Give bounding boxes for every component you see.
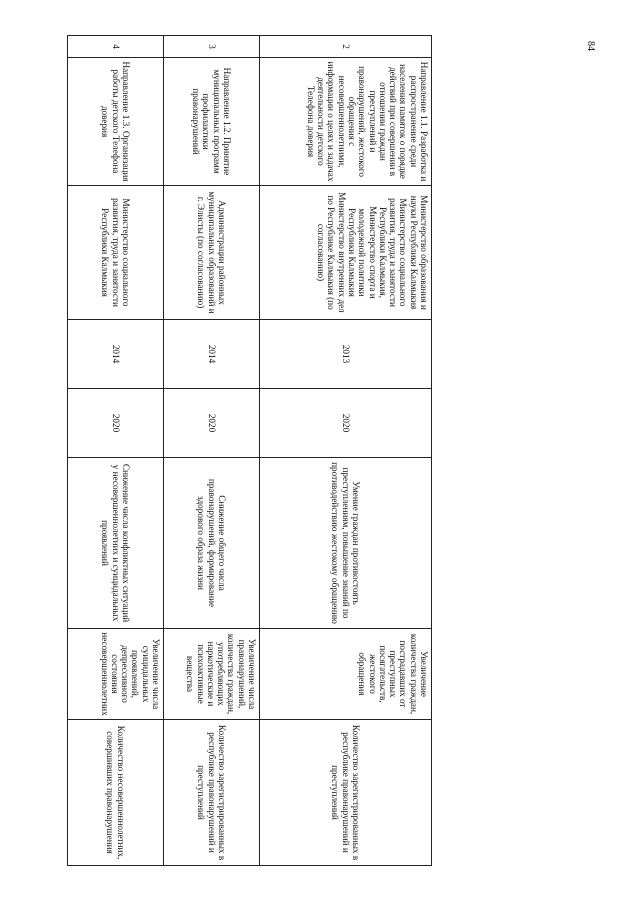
result-cell: Умение граждан противостоять преступлениям, повышение знаний по противодействию жестокому обращению [260,458,432,629]
row-number: 3 [164,36,260,58]
result-cell: Снижение числа конфликтных ситуаций у несовершеннолетних и суицидальных проявлений [68,458,164,629]
start-year-cell: 2014 [164,320,260,389]
indicator-cell: Количество зарегистрированных в республике правонарушений и преступлений [164,720,260,866]
table-row [260,36,432,866]
row-number: 2 [260,36,432,58]
direction-cell: Направление 1.3. Организация работы детского Телефона доверия [68,58,164,186]
end-year-cell: 2020 [164,389,260,458]
risk-cell: Увеличение числа правонарушений, количества граждан, употребляющих наркотические и психоактивные вещества [164,629,260,720]
result-cell: Снижение общего числа правонарушений, формирование здорового образа жизни [164,458,260,629]
direction-cell: Направление 1.1. Разработка и распространение среди населения памяток о порядке действий при совершении в отношении граждан преступлений и правонарушений, жестокого обращения с несовершеннолетними, информации о целях и задачах деятельности детского Телефона доверия [260,58,432,186]
end-year-cell: 2020 [260,389,432,458]
start-year-cell: 2013 [260,320,432,389]
page-number: 84 [585,41,596,51]
table-row [164,36,260,866]
row-number: 4 [68,36,164,58]
risk-cell: Увеличение числа суицидальных проявлений, депрессивного состояния несовершеннолетних [68,629,164,720]
table-row [68,36,164,866]
executor-cell: Министерство образования и науки Республики Калмыкия Министерство социального развития, труда и занятости Республики Калмыкия, Министерство спорта и молодежной политики Республики Калмыкия Министерство внутренних дел по Республике Калмыкия (по согласованию) [260,186,432,320]
end-year-cell: 2020 [68,389,164,458]
rotated-table-frame [68,35,432,865]
indicator-cell: Количество зарегистрированных в республике правонарушений и преступлений [260,720,432,866]
program-measures-table [67,35,432,866]
direction-cell: Направление 1.2. Принятие муниципальных программ профилактики правонарушений [164,58,260,186]
risk-cell: Увеличение количества граждан, пострадавших от преступных посягательств, жестокого обращения [260,629,432,720]
executor-cell: Администрации районных муниципальных образований и г. Элисты (по согласованию) [164,186,260,320]
table-container [68,35,432,865]
indicator-cell: Количество несовершеннолетних, совершивших правонарушения [68,720,164,866]
start-year-cell: 2014 [68,320,164,389]
executor-cell: Министерство социального развития, труда и занятости Республики Калмыкия [68,186,164,320]
